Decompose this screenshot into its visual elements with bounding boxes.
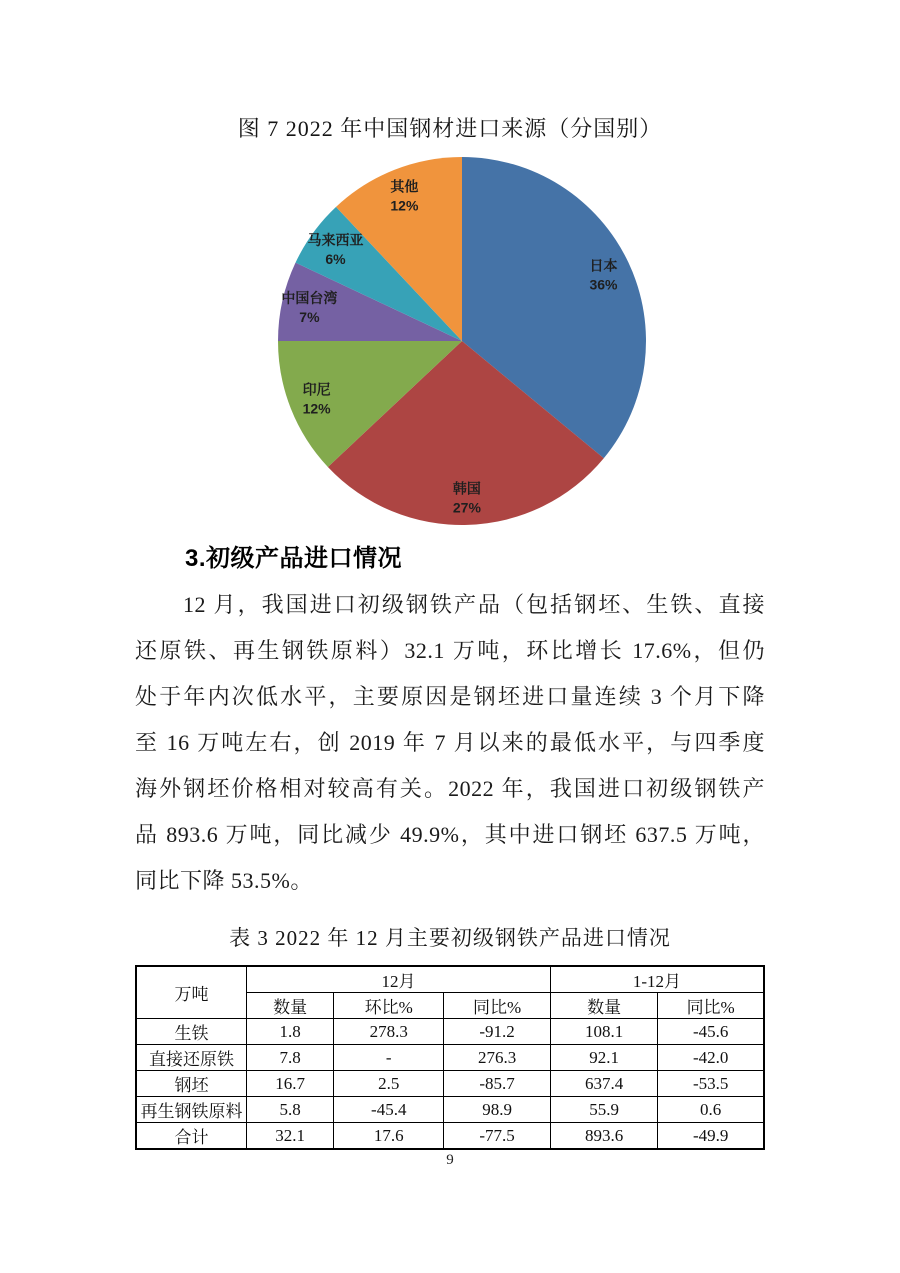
cell: -49.9 [658,1123,764,1150]
table-row [136,1071,764,1097]
cell: 17.6 [334,1123,444,1150]
table-subheader: 同比% [658,993,764,1019]
cell: - [334,1045,444,1071]
table-row [136,1045,764,1071]
cell: -42.0 [658,1045,764,1071]
paragraph-line: 品 893.6 万吨，同比减少 49.9%，其中进口钢坯 637.5 万吨， [135,822,765,847]
cell: 278.3 [334,1019,444,1045]
cell: 1.8 [247,1019,334,1045]
cell: -45.4 [334,1097,444,1123]
cell: 98.9 [444,1097,551,1123]
pie-slice-label: 印尼 12% [302,381,331,417]
cell: 16.7 [247,1071,334,1097]
pie-chart [272,151,652,531]
paragraph-line: 还原铁、再生钢铁原料）32.1 万吨，环比增长 17.6%，但仍 [135,638,765,663]
pie-chart-svg [272,151,652,531]
cell: -77.5 [444,1123,551,1150]
cell: 893.6 [550,1123,657,1150]
cell: 7.8 [247,1045,334,1071]
cell: -45.6 [658,1019,764,1045]
row-label: 再生钢铁原料 [136,1097,247,1123]
table-row [136,1123,764,1150]
cell: 55.9 [550,1097,657,1123]
cell: -85.7 [444,1071,551,1097]
paragraph-line: 海外钢坯价格相对较高有关。2022 年，我国进口初级钢铁产 [135,776,765,801]
pie-slice-label: 韩国 27% [452,480,481,516]
pie-slice-label: 马来西亚 6% [307,232,364,268]
row-label: 直接还原铁 [136,1045,247,1071]
table-subheader: 环比% [334,993,444,1019]
table-subheader: 数量 [550,993,657,1019]
cell: -53.5 [658,1071,764,1097]
pie-slice-label: 中国台湾 7% [281,289,338,325]
page-number: 9 [446,1152,454,1168]
body-paragraph [135,582,765,904]
table-unit-header: 万吨 [136,966,247,1019]
paragraph-line: 至 16 万吨左右，创 2019 年 7 月以来的最低水平，与四季度 [135,730,765,755]
paragraph-line: 同比下降 53.5%。 [135,868,313,893]
cell: 2.5 [334,1071,444,1097]
pie-slice-label: 其他 12% [390,178,419,214]
figure-title: 图 7 2022 年中国钢材进口来源（分国别） [237,116,663,141]
table-subheader: 同比% [444,993,551,1019]
data-table [135,965,765,1150]
cell: 92.1 [550,1045,657,1071]
cell: 5.8 [247,1097,334,1123]
table-group-header-12m: 12月 [247,966,551,993]
table-subheader: 数量 [247,993,334,1019]
paragraph-line: 12 月，我国进口初级钢铁产品（包括钢坯、生铁、直接 [183,592,765,617]
cell: 637.4 [550,1071,657,1097]
section-heading: 3.初级产品进口情况 [185,545,403,572]
cell: 108.1 [550,1019,657,1045]
table-row [136,1019,764,1045]
cell: 276.3 [444,1045,551,1071]
table-header-row [136,966,764,993]
table-group-header-1-12m: 1-12月 [550,966,764,993]
cell: 32.1 [247,1123,334,1150]
table-row [136,1097,764,1123]
paragraph-line: 处于年内次低水平，主要原因是钢坯进口量连续 3 个月下降 [135,684,765,709]
row-label: 生铁 [136,1019,247,1045]
table-title: 表 3 2022 年 12 月主要初级钢铁产品进口情况 [229,926,671,950]
cell: -91.2 [444,1019,551,1045]
row-label: 钢坯 [136,1071,247,1097]
pie-slice-label: 日本 36% [589,257,618,293]
cell: 0.6 [658,1097,764,1123]
row-label: 合计 [136,1123,247,1150]
